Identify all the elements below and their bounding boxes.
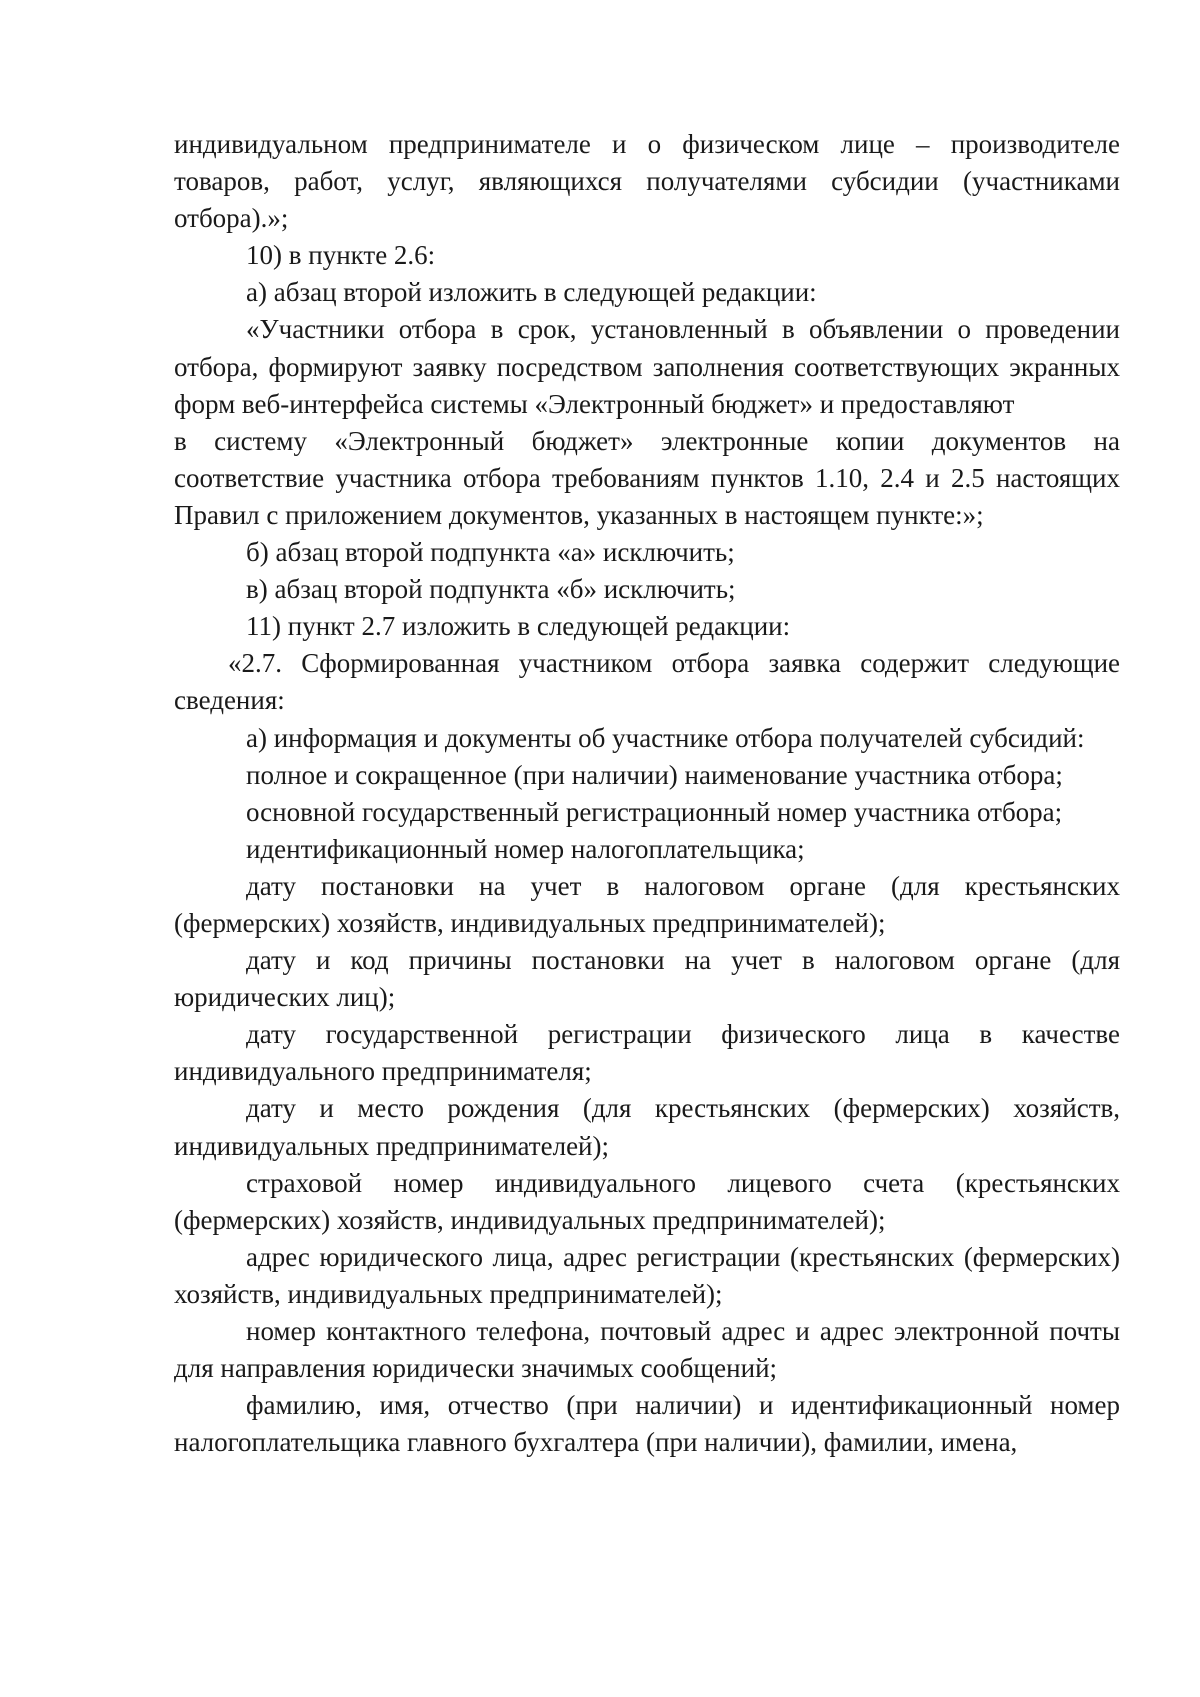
paragraph: дату и место рождения (для крестьянских (фермерских) хозяйств, индивидуальных предпринимателей); <box>174 1093 1120 1161</box>
paragraph: «Участники отбора в срок, установленный в объявлении о проведении отбора, формируют заявку посредством заполнения соответствующих экранных форм веб-интерфейса системы «Электронный бюджет» и предоставляют <box>174 314 1120 419</box>
paragraph: идентификационный номер налогоплательщика; <box>246 833 805 864</box>
paragraph: б) абзац второй подпункта «а» исключить; <box>246 537 735 568</box>
paragraph: дату и код причины постановки на учет в налоговом органе (для юридических лиц); <box>174 945 1120 1013</box>
paragraph: индивидуальном предпринимателе и о физическом лице – производителе товаров, работ, услуг, являющихся получателями субсидии (участниками отбора).»; <box>174 129 1120 234</box>
paragraph: 11) пункт 2.7 изложить в следующей редакции: <box>246 611 791 642</box>
paragraph: номер контактного телефона, почтовый адрес и адрес электронной почты для направления юридически значимых сообщений; <box>174 1316 1120 1384</box>
paragraph: страховой номер индивидуального лицевого счета (крестьянских (фермерских) хозяйств, индивидуальных предпринимателей); <box>174 1167 1120 1235</box>
paragraph: основной государственный регистрационный номер участника отбора; <box>246 796 1063 827</box>
paragraph: дату постановки на учет в налоговом органе (для крестьянских (фермерских) хозяйств, индивидуальных предпринимателей); <box>174 870 1120 938</box>
paragraph: адрес юридического лица, адрес регистрации (крестьянских (фермерских) хозяйств, индивидуальных предпринимателей); <box>174 1241 1120 1309</box>
paragraph: а) информация и документы об участнике отбора получателей субсидий: <box>246 722 1085 753</box>
paragraph: 10) в пункте 2.6: <box>246 240 436 271</box>
paragraph: «2.7. Сформированная участником отбора заявка содержит следующие сведения: <box>174 648 1120 716</box>
paragraph: фамилию, имя, отчество (при наличии) и идентификационный номер налогоплательщика главного бухгалтера (при наличии), фамилии, имена, <box>174 1390 1120 1458</box>
paragraph: полное и сокращенное (при наличии) наименование участника отбора; <box>246 759 1063 790</box>
document-body <box>174 126 1120 1461</box>
paragraph: а) абзац второй изложить в следующей редакции: <box>246 277 817 308</box>
paragraph: дату государственной регистрации физического лица в качестве индивидуального предпринимателя; <box>174 1019 1120 1087</box>
paragraph: в) абзац второй подпункта «б» исключить; <box>246 574 736 605</box>
paragraph: в систему «Электронный бюджет» электронные копии документов на соответствие участника отбора требованиям пунктов 1.10, 2.4 и 2.5 настоящих Правил с приложением документов, указанных в настоящем пункте:»; <box>174 425 1120 530</box>
